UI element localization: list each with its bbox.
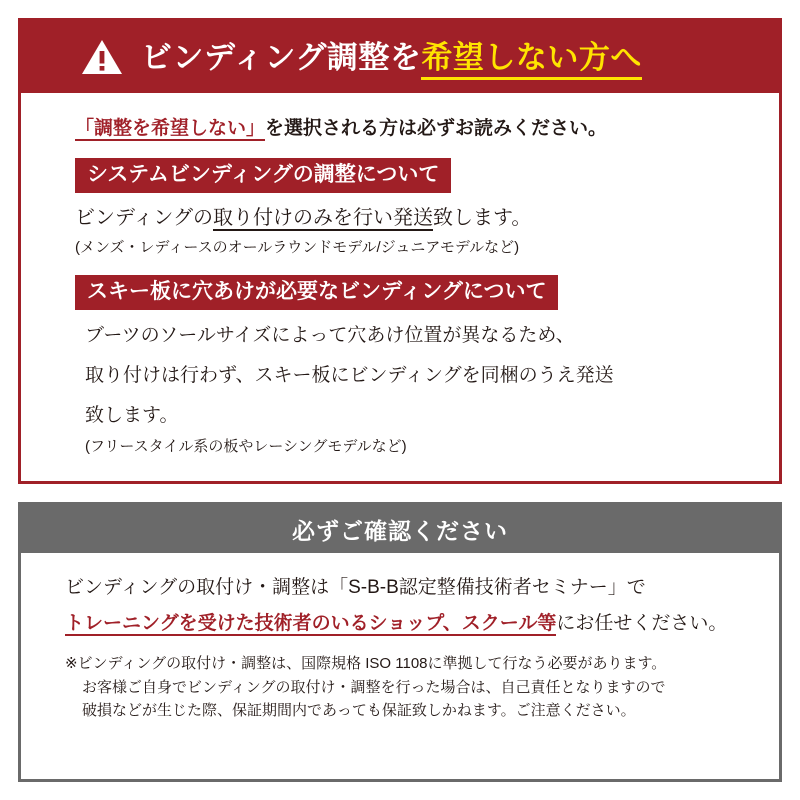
header-title-highlight: 希望しない方へ (421, 40, 642, 80)
lead-text (75, 117, 751, 142)
confirmation-header-band (21, 505, 779, 553)
section2-body-line3: 致します。 (85, 404, 179, 426)
confirmation-line1: ビンディングの取付け・調整は「S-B-B認定整備技術者セミナー」で (65, 577, 646, 598)
confirmation-line2-rest: にお任せください。 (556, 612, 728, 634)
confirmation-header-title: 必ずご確認ください (292, 517, 508, 544)
fine-print (65, 652, 749, 722)
lead-rest: を選択される方は必ずお読みください。 (265, 118, 608, 139)
section2-heading: スキー板に穴あけが必要なビンディングについて (75, 275, 558, 310)
lead-quote: 「調整を希望しない」 (75, 118, 266, 139)
section2-body-line2-rest: のうえ発送 (518, 365, 614, 387)
confirmation-line2-red: トレーニングを受けた技術者のいるショップ、スクール等 (65, 612, 557, 634)
binding-adjustment-panel (18, 18, 782, 484)
section1-body-post: 致します。 (433, 206, 532, 229)
section2-body-line2 (85, 362, 751, 390)
panel-body (21, 93, 779, 456)
fine-print-line-2: お客様ご自身でビンディングの取付け・調整を行った場合は、自己責任となりますので (82, 678, 666, 696)
header-title-plain: ビンディング調整を (141, 39, 422, 75)
section2-body-line2-red: 取り付けは行わず、スキー板にビンディングを同梱 (85, 365, 519, 387)
section1-heading: システムビンディングの調整について (75, 158, 451, 193)
confirmation-body (21, 553, 779, 722)
warning-triangle-icon (81, 38, 123, 76)
section1-note: (メンズ・レディースのオールラウンドモデル/ジュニアモデルなど) (75, 238, 520, 256)
fine-print-line-3: 破損などが生じた際、保証期間内であっても保証致しかねます。ご注意ください。 (82, 701, 636, 719)
fine-print-line-1: ※ビンディングの取付け・調整は、国際規格 ISO 1108に準拠して行なう必要があります。 (65, 655, 667, 673)
confirmation-panel (18, 502, 782, 782)
section2-note: (フリースタイル系の板やレーシングモデルなど) (85, 438, 407, 456)
section1-body-pre: ビンディングの (75, 206, 213, 229)
panel-header-title (141, 39, 642, 75)
section1-body (75, 205, 751, 232)
panel-header-band (21, 21, 779, 93)
confirmation-line2 (65, 611, 749, 637)
section1-body-underline: 取り付けのみを行い発送 (213, 206, 433, 229)
section2-body-line1: ブーツのソールサイズによって穴あけ位置が異なるため、 (85, 325, 575, 347)
